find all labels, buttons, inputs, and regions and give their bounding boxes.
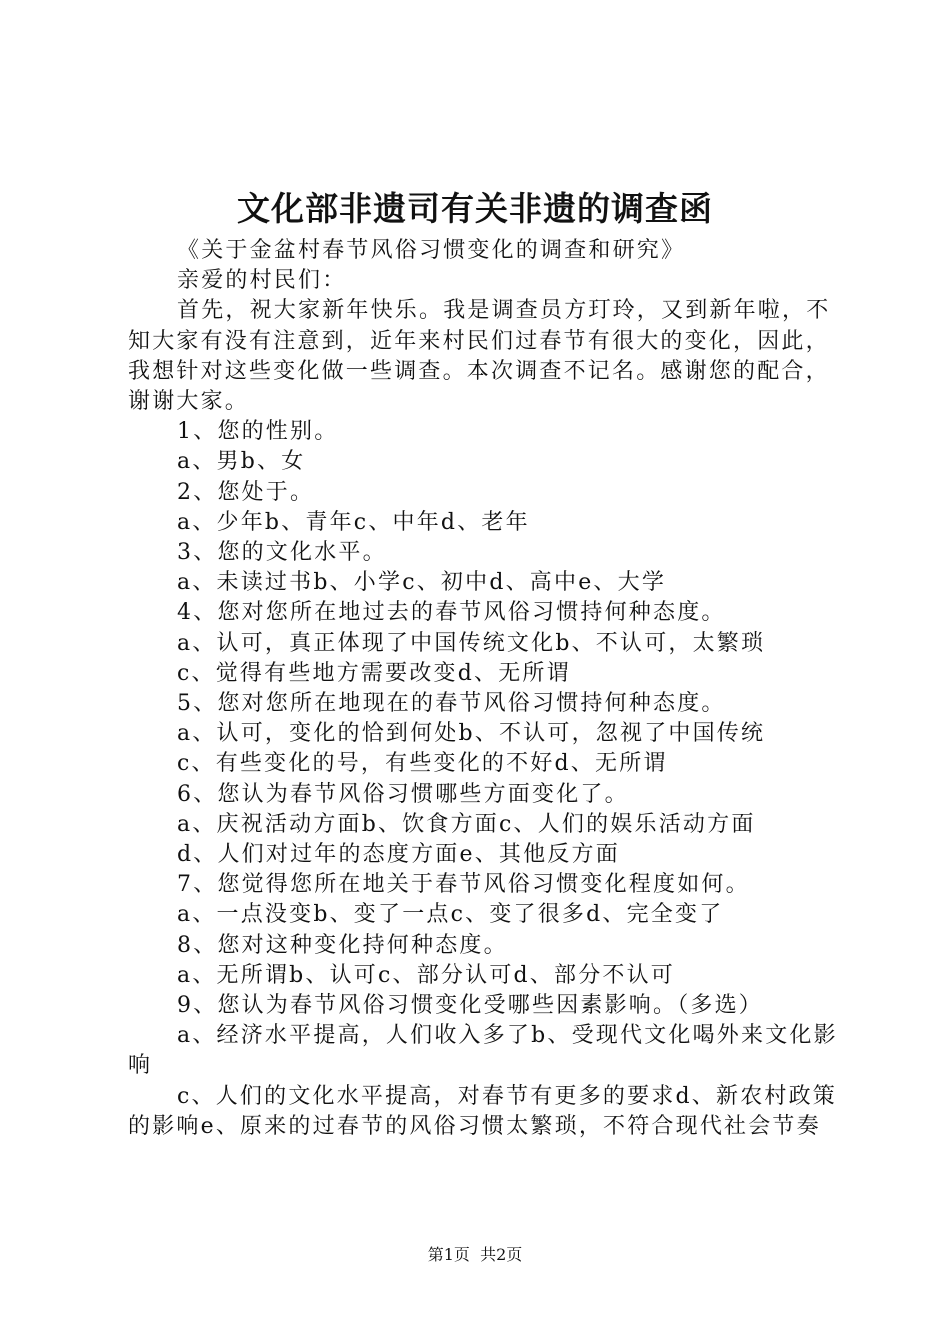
document-paragraph: 亲爱的村民们： bbox=[177, 268, 347, 294]
document-paragraph: a、少年b、青年c、中年d、老年 bbox=[177, 509, 530, 535]
document-paragraph: a、无所谓b、认可c、部分认可d、部分不认可 bbox=[177, 962, 676, 988]
document-paragraph: 5、您对您所在地现在的春节风俗习惯持何种态度。 bbox=[177, 691, 726, 717]
document-paragraph: c、觉得有些地方需要改变d、无所谓 bbox=[177, 660, 571, 686]
document-paragraph: 6、您认为春节风俗习惯哪些方面变化了。 bbox=[177, 781, 629, 807]
document-paragraph: a、经济水平提高，人们收入多了b、受现代文化喝外来文化影响 bbox=[128, 1023, 838, 1079]
document-paragraph: a、认可，变化的恰到何处b、不认可，忽视了中国传统 bbox=[177, 721, 766, 747]
document-paragraph: 4、您对您所在地过去的春节风俗习惯持何种态度。 bbox=[177, 600, 726, 626]
document-paragraph: a、一点没变b、变了一点c、变了很多d、完全变了 bbox=[177, 902, 724, 928]
document-paragraph: 首先，祝大家新年快乐。我是调查员方玎玲，又到新年啦，不知大家有没有注意到，近年来村民们过春节有很大的变化，因此，我想针对这些变化做一些调查。本次调查不记名。感谢您的配合，谢谢大家。 bbox=[128, 298, 831, 415]
document-paragraph: c、有些变化的号，有些变化的不好d、无所谓 bbox=[177, 751, 668, 777]
document-paragraph: 3、您的文化水平。 bbox=[177, 540, 387, 566]
document-title: 文化部非遗司有关非遗的调查函 bbox=[237, 189, 713, 228]
document-paragraph: 7、您觉得您所在地关于春节风俗习惯变化程度如何。 bbox=[177, 872, 750, 898]
document-paragraph: 2、您处于。 bbox=[177, 479, 315, 505]
page-indicator: 第1页 共2页 bbox=[427, 1245, 523, 1264]
document-paragraph: c、人们的文化水平提高，对春节有更多的要求d、新农村政策的影响e、原来的过春节的风俗习惯太繁琐，不符合现代社会节奏 bbox=[128, 1083, 838, 1139]
page-footer bbox=[0, 1244, 950, 1266]
document-paragraph: 8、您对这种变化持何种态度。 bbox=[177, 932, 508, 958]
document-paragraph: a、认可，真正体现了中国传统文化b、不认可，太繁琐 bbox=[177, 630, 766, 656]
document-paragraph: 《关于金盆村春节风俗习惯变化的调查和研究》 bbox=[177, 238, 686, 263]
document-paragraph: 1、您的性别。 bbox=[177, 419, 339, 445]
document-paragraph: d、人们对过年的态度方面e、其他反方面 bbox=[177, 842, 620, 868]
document-paragraph: 9、您认为春节风俗习惯变化受哪些因素影响。（多选） bbox=[177, 993, 763, 1019]
document-paragraph: a、未读过书b、小学c、初中d、高中e、大学 bbox=[177, 570, 667, 596]
document-paragraph: a、庆祝活动方面b、饮食方面c、人们的娱乐活动方面 bbox=[177, 811, 756, 837]
document-paragraph: a、男b、女 bbox=[177, 449, 306, 475]
document-body bbox=[128, 236, 838, 1142]
